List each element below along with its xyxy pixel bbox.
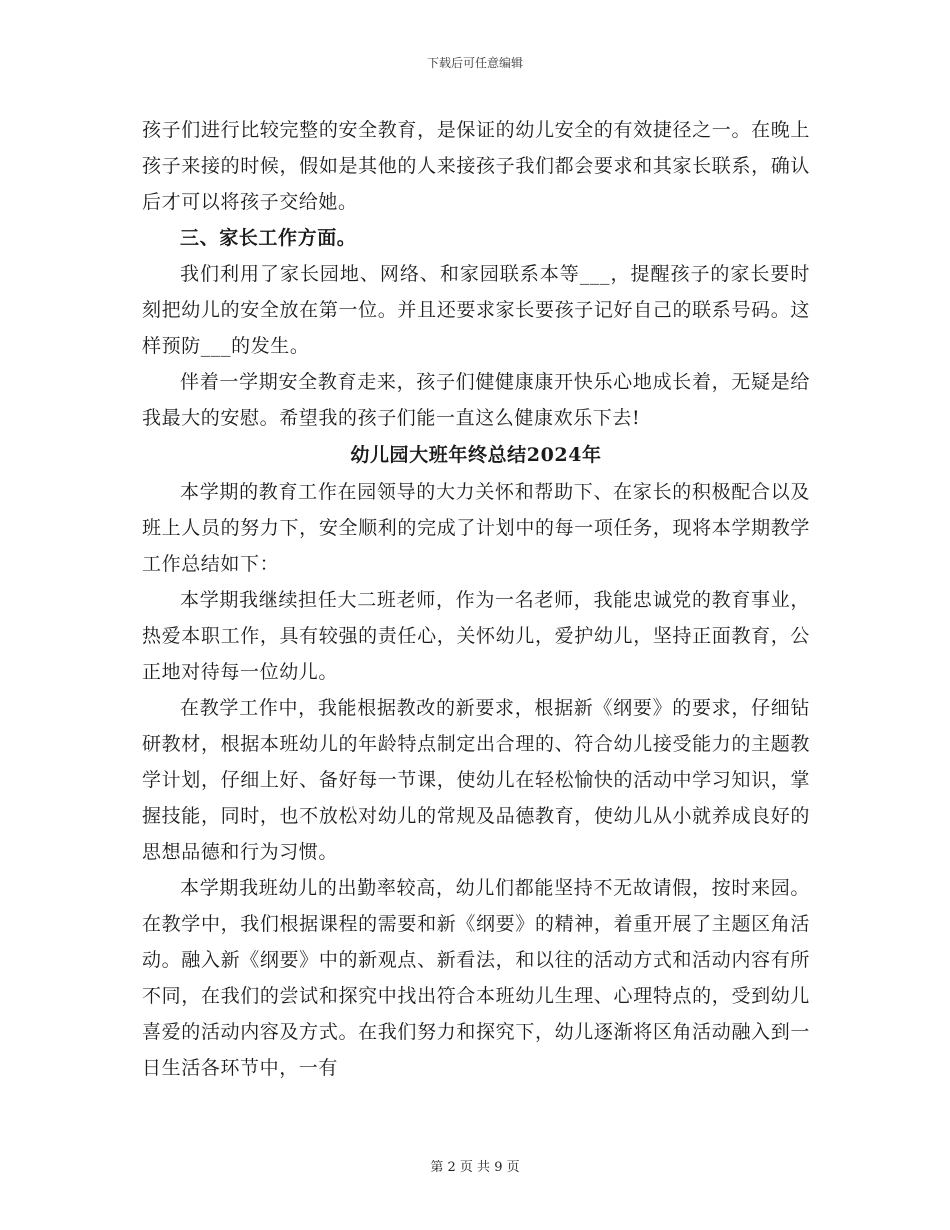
document-title: 幼儿园大班年终总结2024年 (350, 444, 602, 466)
paragraph-teaching-work: 在教学工作中，我能根据教改的新要求，根据新《纲要》的要求，仔细钻研教材，根据本班幼儿的年龄特点制定出合理的、符合幼儿接受能力的主题教学计划，仔细上好、备好每一节课，使幼儿在轻松愉快的活动中学习知识，掌握技能，同时，也不放松对幼儿的常规及品德教育，使幼儿从小就养成良好的思想品德和行为习惯。 (142, 697, 810, 863)
paragraph-parent-work: 我们利用了家长园地、网络、和家园联系本等___，提醒孩子的家长要时刻把幼儿的安全放在第一位。并且还要求家长要孩子记好自己的联系号码。这样预防___的发生。 (142, 263, 810, 357)
page-header: 下载后可任意编辑 (426, 56, 523, 70)
page-number: 第 2 页 共 9 页 (430, 1160, 520, 1175)
document-body (142, 112, 810, 1086)
paragraph-continued: 孩子们进行比较完整的安全教育，是保证的幼儿安全的有效捷径之一。在晚上孩子来接的时候，假如是其他的人来接孩子我们都会要求和其家长联系，确认后才可以将孩子交给她。 (142, 119, 810, 213)
paragraph-attendance: 本学期我班幼儿的出勤率较高，幼儿们都能坚持不无故请假，按时来园。在教学中，我们根据课程的需要和新《纲要》的精神，着重开展了主题区角活动。融入新《纲要》中的新观点、新看法，和以往的活动方式和活动内容有所不同，在我们的尝试和探究中找出符合本班幼儿生理、心理特点的，受到幼儿喜爱的活动内容及方式。在我们努力和探究下，幼儿逐渐将区角活动融入到一日生活各环节中，一有 (142, 877, 810, 1079)
paragraph-teacher-role: 本学期我继续担任大二班老师，作为一名老师，我能忠诚党的教育事业，热爱本职工作，具有较强的责任心，关怀幼儿，爱护幼儿，坚持正面教育，公正地对待每一位幼儿。 (142, 589, 810, 683)
paragraph-intro: 本学期的教育工作在园领导的大力关怀和帮助下、在家长的积极配合以及班上人员的努力下，安全顺利的完成了计划中的每一项任务，现将本学期教学工作总结如下： (142, 481, 810, 575)
paragraph-conclusion: 伴着一学期安全教育走来，孩子们健健康康开快乐心地成长着，无疑是给我最大的安慰。希望我的孩子们能一直这么健康欢乐下去! (142, 371, 810, 429)
section-heading: 三、家长工作方面。 (180, 227, 357, 249)
